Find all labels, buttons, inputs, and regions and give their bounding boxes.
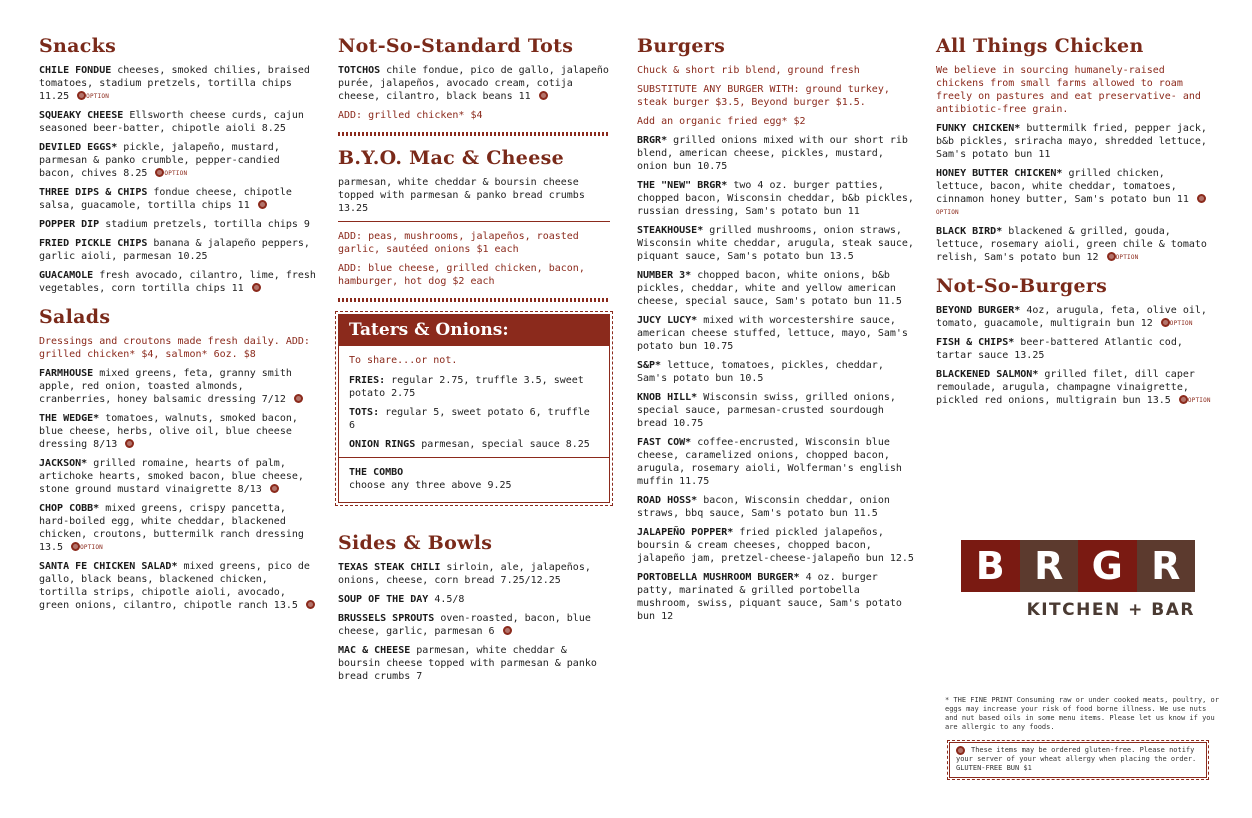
item-description: parmesan, white cheddar & boursin cheese topped with parmesan & panko bread crumbs 7: [338, 644, 597, 682]
gluten-free-note: [947, 740, 1209, 780]
burgers-list: [637, 134, 915, 623]
tots-list: [338, 64, 610, 103]
item-name: SANTA FE CHICKEN SALAD*: [39, 560, 178, 572]
column-center-right: [637, 36, 915, 629]
item-name: FUNKY CHICKEN*: [936, 122, 1021, 134]
gluten-free-option-label: OPTION: [1115, 253, 1139, 261]
item-name: JACKSON*: [39, 457, 88, 469]
menu-item: [338, 561, 610, 587]
menu-item: [637, 436, 915, 488]
menu-item: [637, 179, 915, 218]
divider: [338, 132, 610, 136]
item-description: grilled chicken, lettuce, bacon, white cheddar, tomatoes, cinnamon honey butter, Sam's potato bun 11: [936, 167, 1189, 205]
item-name: TOTCHOS: [338, 64, 381, 76]
item-description: fresh avocado, cilantro, lime, fresh vegetables, corn tortilla chips 11: [39, 269, 316, 294]
menu-item: [39, 412, 319, 451]
burgers-note-1: Chuck & short rib blend, ground fresh: [637, 64, 860, 76]
divider: [339, 457, 609, 458]
gluten-free-icon: [1197, 194, 1206, 203]
menu-item: [637, 269, 915, 308]
item-description: tomatoes, walnuts, smoked bacon, blue cheese, herbs, olive oil, blue cheese dressing 8/13: [39, 412, 298, 450]
item-name: MAC & CHEESE: [338, 644, 411, 656]
snacks-title: Snacks: [39, 35, 117, 57]
combo-name: THE COMBO: [349, 466, 404, 478]
item-description: lettuce, tomatoes, pickles, cheddar, Sam's potato bun 10.5: [637, 359, 884, 384]
item-name: CHOP COBB*: [39, 502, 100, 514]
item-name: PORTOBELLA MUSHROOM BURGER*: [637, 571, 800, 583]
item-name: TEXAS STEAK CHILI: [338, 561, 441, 573]
item-name: SQUEAKY CHEESE: [39, 109, 124, 121]
item-description: coffee-encrusted, Wisconsin blue cheese, caramelized onions, chopped bacon, arugula, rosemary aioli, Wolferman's english muffin 11.75: [637, 436, 902, 487]
item-description: cheeses, smoked chilies, braised tomatoes, stadium pretzels, tortilla chips 11.25: [39, 64, 310, 102]
menu-item: [39, 218, 319, 231]
item-description: sirloin, ale, jalapeños, onions, cheese, corn bread 7.25/12.25: [338, 561, 591, 586]
item-name: SOUP OF THE DAY: [338, 593, 429, 605]
gluten-free-option-label: OPTION: [1187, 396, 1211, 404]
item-name: THREE DIPS & CHIPS: [39, 186, 148, 198]
item-description: Ellsworth cheese curds, cajun seasoned beer-batter, chipotle aioli 8.25: [39, 109, 304, 134]
item-description: beer-battered Atlantic cod, tartar sauce 13.25: [936, 336, 1183, 361]
item-name: FRIED PICKLE CHIPS: [39, 237, 148, 249]
taters-box: [338, 314, 610, 503]
menu-item: [39, 109, 319, 135]
item-description: grilled filet, dill caper remoulade, arugula, champagne vinaigrette, pickled red onions, multigrain bun 13.5: [936, 368, 1195, 406]
item-name: FARMHOUSE: [39, 367, 94, 379]
item-name: JALAPEÑO POPPER*: [637, 526, 734, 538]
item-name: BRUSSELS SPROUTS: [338, 612, 435, 624]
salads-title: Salads: [39, 305, 111, 328]
item-description: grilled romaine, hearts of palm, artichoke hearts, smoked bacon, blue cheese, stone ground mustard vinaigrette 8/13: [39, 457, 304, 495]
item-name: POPPER DIP: [39, 218, 100, 230]
item-description: chile fondue, pico de gallo, jalapeño purée, jalapeños, avocado cream, cotija cheese, cilantro, black beans 11: [338, 64, 609, 102]
column-left: [39, 36, 319, 618]
menu-item: [349, 406, 599, 432]
item-name: ONION RINGS: [349, 438, 416, 450]
item-name: KNOB HILL*: [637, 391, 698, 403]
menu-item: [349, 438, 599, 451]
menu-item: [936, 122, 1216, 161]
chicken-note: We believe in sourcing humanely-raised chickens from small farms allowed to roam freely on pastures and eat preservative- and antibiotic-free grain.: [936, 64, 1201, 115]
brgr-logo: [961, 540, 1195, 620]
gluten-free-icon: [503, 626, 512, 635]
logo-letter: G: [1078, 540, 1137, 592]
item-name: NUMBER 3*: [637, 269, 692, 281]
item-description: 4.5/8: [428, 593, 465, 605]
menu-item: [637, 391, 915, 430]
item-name: BLACK BIRD*: [936, 225, 1003, 237]
mac-desc: parmesan, white cheddar & boursin cheese topped with parmesan & panko bread crumbs 13.25: [338, 176, 585, 214]
item-description: banana & jalapeño peppers, garlic aioli, parmesan 10.25: [39, 237, 310, 262]
menu-item: [338, 644, 610, 683]
item-description: regular 5, sweet potato 6, truffle 6: [349, 406, 590, 431]
item-description: mixed greens, crispy pancetta, hard-boiled egg, white cheddar, blackened chicken, croutons, buttermilk ranch dressing 13.5: [39, 502, 304, 553]
menu-item: [349, 374, 599, 400]
chicken-title: All Things Chicken: [936, 35, 1144, 57]
item-name: ROAD HOSS*: [637, 494, 698, 506]
gluten-free-icon: [956, 746, 965, 755]
menu-item: [338, 64, 610, 103]
gluten-free-option-label: OPTION: [86, 92, 110, 100]
mac-title: B.Y.O. Mac & Cheese: [338, 146, 564, 169]
gluten-free-icon: [71, 542, 80, 551]
gluten-free-option-label: OPTION: [164, 169, 188, 177]
salads-note: Dressings and croutons made fresh daily. ADD: grilled chicken* $4, salmon* 6oz. $8: [39, 335, 310, 360]
burgers-note-3: Add an organic fried egg* $2: [637, 115, 806, 127]
gluten-free-icon: [258, 200, 267, 209]
item-description: bacon, Wisconsin cheddar, onion straws, bbq sauce, Sam's potato bun 11.5: [637, 494, 890, 519]
logo-tagline: KITCHEN + BAR: [1026, 600, 1195, 620]
sides-title: Sides & Bowls: [338, 531, 493, 554]
divider: [338, 298, 610, 302]
menu-item: [637, 224, 915, 263]
combo-desc: choose any three above 9.25: [349, 479, 512, 491]
item-name: S&P*: [637, 359, 662, 371]
menu-item: [349, 466, 599, 492]
item-description: oven-roasted, bacon, blue cheese, garlic, parmesan 6: [338, 612, 591, 637]
divider: [338, 221, 610, 222]
item-description: mixed greens, feta, granny smith apple, red onion, toasted almonds, cranberries, honey balsamic dressing 7/12: [39, 367, 292, 405]
menu-item: [39, 141, 319, 180]
logo-letter: B: [961, 540, 1020, 592]
item-description: grilled onions mixed with our short rib blend, american cheese, pickles, mustard, onion bun 10.75: [637, 134, 908, 172]
item-description: mixed greens, pico de gallo, black beans, blackened chicken, tortilla strips, chipotle aioli, avocado, green onions, cilantro, chipotle ranch 13.5: [39, 560, 310, 611]
item-description: stadium pretzels, tortilla chips 9: [99, 218, 310, 230]
taters-list: [349, 374, 599, 451]
item-description: 4oz, arugula, feta, olive oil, tomato, guacamole, multigrain bun 12: [936, 304, 1207, 329]
fine-print: * THE FINE PRINT Consuming raw or under cooked meats, poultry, or eggs may increase your risk of food borne illness. We use nuts and nut based oils in some menu items. Please let us know if you are allergic to any foods.: [945, 696, 1219, 731]
menu-item: [637, 314, 915, 353]
item-name: GUACAMOLE: [39, 269, 94, 281]
taters-body: [339, 346, 609, 502]
taters-title: Taters & Onions:: [339, 315, 609, 346]
tots-add: ADD: grilled chicken* $4: [338, 109, 483, 121]
salads-list: [39, 367, 319, 612]
notburgers-title: Not-So-Burgers: [936, 274, 1108, 297]
menu-item: [637, 359, 915, 385]
item-name: DEVILED EGGS*: [39, 141, 118, 153]
tots-title: Not-So-Standard Tots: [338, 35, 574, 57]
menu-item: [39, 269, 319, 295]
menu-item: [39, 64, 319, 103]
menu-item: [39, 457, 319, 496]
gluten-free-icon: [1179, 395, 1188, 404]
menu-item: [936, 225, 1216, 264]
sides-list: [338, 561, 610, 683]
item-name: FAST COW*: [637, 436, 692, 448]
gluten-free-icon: [125, 439, 134, 448]
item-description: buttermilk fried, pepper jack, b&b pickles, sriracha mayo, shredded lettuce, Sam's potato bun 11: [936, 122, 1207, 160]
gluten-free-icon: [539, 91, 548, 100]
gluten-free-icon: [270, 484, 279, 493]
burgers-title: Burgers: [637, 35, 726, 57]
gluten-free-icon: [1161, 318, 1170, 327]
menu-item: [338, 593, 610, 606]
item-name: BLACKENED SALMON*: [936, 368, 1039, 380]
item-name: BRGR*: [637, 134, 668, 146]
menu-item: [936, 167, 1216, 219]
logo-letter: R: [1020, 540, 1079, 592]
burgers-note-2: SUBSTITUTE ANY BURGER WITH: ground turkey, steak burger $3.5, Beyond burger $1.5.: [637, 83, 890, 108]
item-name: CHILE FONDUE: [39, 64, 112, 76]
logo-letter: R: [1137, 540, 1196, 592]
item-description: fondue cheese, chipotle salsa, guacamole, tortilla chips 11: [39, 186, 292, 211]
menu-item: [936, 368, 1216, 407]
item-name: FRIES:: [349, 374, 386, 386]
menu-item: [637, 526, 915, 565]
item-description: mixed with worcestershire sauce, american cheese stuffed, lettuce, mayo, Sam's potato bun 10.75: [637, 314, 908, 352]
gluten-free-icon: [1107, 252, 1116, 261]
chicken-list: [936, 122, 1216, 264]
snacks-list: [39, 64, 319, 295]
menu-item: [936, 304, 1216, 330]
menu-item: [637, 494, 915, 520]
item-description: Wisconsin swiss, grilled onions, special sauce, parmesan-crusted sourdough bread 10.75: [637, 391, 896, 429]
menu-item: [39, 186, 319, 212]
item-description: grilled mushrooms, onion straws, Wisconsin white cheddar, arugula, steak sauce, piquant sauce, Sam's potato bun 13.5: [637, 224, 914, 262]
gluten-free-icon: [294, 394, 303, 403]
gluten-free-option-label: OPTION: [936, 208, 959, 216]
item-name: THE WEDGE*: [39, 412, 100, 424]
item-description: regular 2.75, truffle 3.5, sweet potato 2.75: [349, 374, 584, 399]
item-description: parmesan, special sauce 8.25: [415, 438, 590, 450]
item-name: STEAKHOUSE*: [637, 224, 704, 236]
item-description: 4 oz. burger patty, marinated & grilled portobella mushroom, swiss, piquant sauce, Sam's potato bun 12: [637, 571, 902, 622]
menu-item: [637, 134, 915, 173]
menu-item: [637, 571, 915, 623]
mac-add-2: ADD: blue cheese, grilled chicken, bacon, hamburger, hot dog $2 each: [338, 262, 585, 287]
logo-tiles: [961, 540, 1195, 592]
item-description: chopped bacon, white onions, b&b pickles, cheddar, white and yellow american cheese, special sauce, Sam's potato bun 11.5: [637, 269, 902, 307]
menu-item: [936, 336, 1216, 362]
item-description: fried pickled jalapeños, boursin & cream cheeses, chopped bacon, jalapeño jam, pretzel-cheese-jalapeño bun 12.5: [637, 526, 914, 564]
gluten-free-icon: [306, 600, 315, 609]
item-description: blackened & grilled, gouda, lettuce, rosemary aioli, green chile & tomato relish, Sam's potato bun 12: [936, 225, 1207, 263]
menu-item: [338, 612, 610, 638]
gluten-free-option-label: OPTION: [1169, 319, 1193, 327]
notburgers-list: [936, 304, 1216, 407]
item-name: HONEY BUTTER CHICKEN*: [936, 167, 1063, 179]
item-name: JUCY LUCY*: [637, 314, 698, 326]
item-name: TOTS:: [349, 406, 380, 418]
item-name: BEYOND BURGER*: [936, 304, 1021, 316]
item-description: two 4 oz. burger patties, chopped bacon, Wisconsin cheddar, b&b pickles, russian dressing, Sam's potato bun 11: [637, 179, 914, 217]
column-center-left: [338, 36, 610, 689]
item-name: THE "NEW" BRGR*: [637, 179, 728, 191]
item-description: pickle, jalapeño, mustard, parmesan & panko crumble, pepper-candied bacon, chives 8.25: [39, 141, 280, 179]
taters-note: To share...or not.: [349, 354, 458, 366]
gluten-free-option-label: OPTION: [80, 543, 103, 551]
item-name: FISH & CHIPS*: [936, 336, 1015, 348]
gluten-free-text: These items may be ordered gluten-free. Please notify your server of your wheat allergy when placing the order. GLUTEN-FREE BUN $1: [956, 746, 1197, 772]
menu-item: [39, 237, 319, 263]
menu-item: [39, 560, 319, 612]
gluten-free-icon: [252, 283, 261, 292]
mac-add-1: ADD: peas, mushrooms, jalapeños, roasted garlic, sautéed onions $1 each: [338, 230, 579, 255]
menu-item: [39, 367, 319, 406]
column-right: [936, 36, 1216, 413]
gluten-free-icon: [77, 91, 86, 100]
menu-item: [39, 502, 319, 554]
